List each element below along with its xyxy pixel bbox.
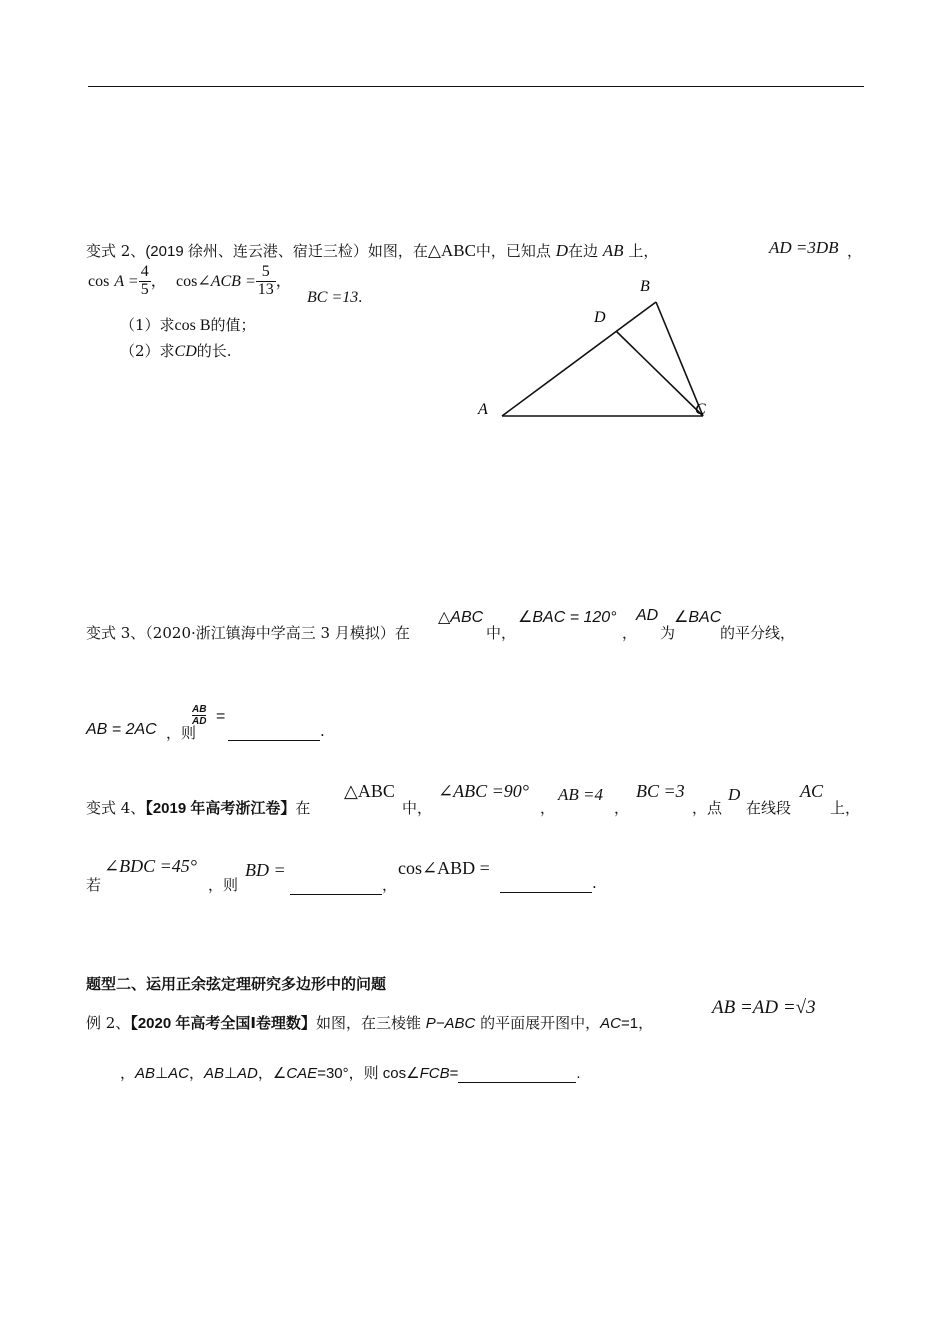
denominator: 13 (257, 280, 274, 298)
bc-value: BC =13 (307, 289, 359, 306)
section-title: 题型二、运用正余弦定理研究多边形中的问题 (86, 976, 387, 993)
ex2-sep: ， (257, 1065, 273, 1082)
v4-source: 【2019 年高考浙江卷】 (145, 800, 296, 817)
ex2-equals: = (449, 1065, 459, 1082)
v3-angle: ∠BAC = 120° (518, 609, 617, 626)
v2-condition: AD =3DB (769, 238, 839, 257)
ex2-angle: ∠CAE (272, 1065, 318, 1082)
side-ab (502, 302, 656, 416)
numerator: 4 (140, 263, 149, 280)
v2-comma: ， (847, 242, 863, 260)
v2-triangle: △ABC (427, 241, 476, 260)
v4-point-d: D (728, 785, 741, 804)
cos-angle-text: cos∠ (176, 272, 211, 290)
v4-ruo: 若 (86, 876, 102, 894)
v3-bac: ∠BAC (674, 609, 722, 626)
v3-text: 为 (660, 624, 676, 642)
ex2-ac-value: =1， (620, 1015, 654, 1032)
cos-text: cos (88, 272, 110, 290)
header-rule (88, 86, 864, 87)
v2-bc: BC =13. (307, 289, 363, 306)
ex2-source: 【2020 年高考全国Ⅰ卷理数】 (130, 1015, 316, 1032)
v2-question-1 (120, 314, 256, 335)
v4-bc: BC =3 (636, 781, 685, 801)
side-bc (656, 302, 703, 416)
v4-blank-2 (500, 874, 597, 893)
v2-text: 在边 (567, 242, 598, 260)
v4-text: 中， (402, 799, 433, 817)
var-a: A = (114, 272, 139, 290)
v2-text: 上， (628, 242, 659, 260)
fraction-5-13 (256, 264, 276, 299)
v3-text: 的平分线， (720, 624, 796, 642)
v3-ab-eq: AB = 2AC (86, 721, 157, 738)
v3-text: ，则 (166, 724, 197, 742)
period: . (576, 1065, 581, 1082)
ex2-angle-value: =30°，则 cos∠ (317, 1065, 420, 1082)
v3-ad: AD (636, 607, 659, 624)
q2-suffix: 的长. (196, 342, 232, 360)
v2-cos-acb: cos∠ACB = $\frac{5}{13}$ ， (176, 263, 292, 298)
ex2-text: 的平面展开图中， (480, 1014, 601, 1032)
v4-label: 变式 4、 (86, 799, 146, 817)
v4-line-1 (86, 797, 310, 818)
v2-segment-ab: AB (602, 241, 624, 260)
v4-text: 上， (830, 799, 861, 817)
numerator: 5 (256, 264, 276, 282)
q1-prefix: （1）求 (120, 316, 175, 334)
var-acb: ACB = (210, 272, 256, 290)
answer-blank (290, 876, 382, 895)
answer-blank (500, 874, 592, 893)
v4-bd: BD = (245, 860, 286, 880)
v3-text: 中， (486, 624, 517, 642)
denominator: 5 (140, 280, 149, 298)
ex2-text: 如图，在三棱锥 (315, 1014, 421, 1032)
v4-text: 在线段 (746, 799, 792, 817)
variant-2-line-1 (86, 240, 658, 261)
v4-text: ，则 (208, 876, 239, 894)
v4-ab: AB =4 (558, 785, 603, 804)
label-d: D (594, 309, 606, 326)
v2-text: 如图，在 (367, 242, 428, 260)
v4-text: ，点 (692, 799, 723, 817)
ex2-pabc: P−ABC (425, 1015, 476, 1032)
q1-math: cos B (174, 317, 211, 334)
denominator: AD (192, 716, 207, 727)
ex2-perp-1: AB⊥AC (135, 1065, 189, 1082)
v3-equals: = (216, 708, 226, 725)
segment-cd (616, 331, 703, 416)
label-a: A (478, 401, 488, 418)
fraction-4-5 (139, 264, 151, 299)
v4-blank-1: ， (290, 874, 397, 895)
v2-cos-a: cos A = $\frac{4}{5}$ ， (88, 263, 167, 298)
v3-label: 变式 3、（2020·浙江镇海中学高三 3 月模拟）在 (86, 624, 410, 642)
v4-bdc: ∠BDC =45° (104, 856, 197, 876)
ex2-comma: ， (120, 1065, 136, 1082)
v2-label: 变式 2、 (86, 242, 146, 260)
v2-text: 中，已知点 (475, 242, 551, 260)
ex2-line-2 (120, 1062, 581, 1083)
v3-fraction (192, 704, 206, 727)
ex2-label: 例 2、 (86, 1014, 131, 1032)
v3-text: ， (622, 624, 638, 642)
v4-angle: ∠ABC =90° (438, 781, 529, 801)
answer-blank (458, 1065, 576, 1083)
answer-blank (228, 722, 320, 741)
ex2-equation: AB =AD =√3 (712, 997, 816, 1018)
v2-question-2 (120, 340, 232, 361)
q2-math: CD (174, 343, 197, 360)
ex2-perp-2: AB⊥AD (203, 1065, 258, 1082)
v4-text: 在 (295, 799, 311, 817)
ex2-ac: AC (600, 1015, 621, 1032)
label-b: B (640, 278, 650, 295)
ex2-fcb: FCB (419, 1065, 450, 1082)
v4-cos: cos∠ABD = (398, 858, 490, 878)
q2-prefix: （2）求 (120, 342, 175, 360)
v4-ac: AC (800, 781, 824, 801)
v3-triangle: △ABC (438, 609, 484, 626)
v3-answer-blank (228, 722, 325, 741)
period: . (320, 722, 325, 740)
v4-triangle: △ABC (344, 781, 395, 801)
v2-source: (2019 徐州、连云港、宿迁三检） (145, 243, 368, 260)
triangle-figure (470, 270, 730, 430)
label-c: C (695, 401, 706, 418)
ex2-sep: ， (188, 1065, 204, 1082)
period: . (592, 874, 597, 892)
ex2-line-1 (86, 1012, 653, 1033)
numerator: AB (192, 704, 207, 715)
v2-point-d: D (555, 241, 568, 260)
q1-suffix: 的值； (210, 316, 256, 334)
